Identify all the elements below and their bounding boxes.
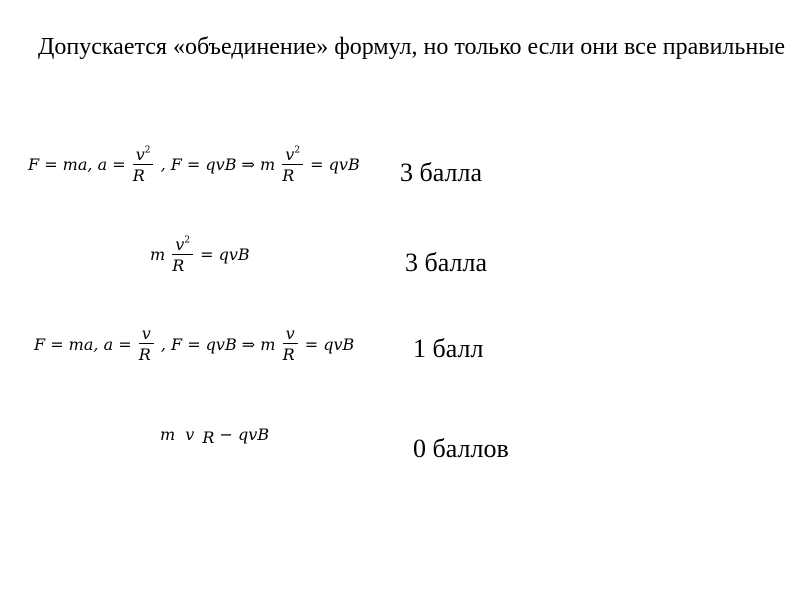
numerator: $v^2$ <box>175 234 191 254</box>
score-4: 0 баллов <box>413 434 509 463</box>
numerator: $v^2$ <box>135 144 151 164</box>
formula-2-part: = qvB <box>200 244 250 264</box>
formula-1-part: , F = qvB ⇒ m <box>160 154 276 174</box>
denominator: R <box>282 345 295 364</box>
numerator: v <box>185 424 195 444</box>
fraction <box>283 326 298 363</box>
fraction <box>282 146 303 184</box>
denominator: R <box>138 345 151 364</box>
formula-1-part: F = ma, a = <box>28 154 126 174</box>
formula-4 <box>160 424 269 446</box>
fraction <box>139 326 154 363</box>
fraction <box>133 146 154 184</box>
score-1: 3 балла <box>400 158 482 187</box>
denominator: R <box>202 428 215 447</box>
numerator: v <box>285 324 295 343</box>
numerator: $v^2$ <box>285 144 301 164</box>
formula-2-part: m <box>150 244 166 264</box>
formula-1 <box>28 146 360 184</box>
denominator: R <box>282 165 295 185</box>
denominator: R <box>132 165 145 185</box>
denominator: R <box>172 255 185 275</box>
formula-3-part: = qvB <box>304 334 355 354</box>
formula-1-part: = qvB <box>310 154 360 174</box>
numerator: v <box>141 324 151 343</box>
formula-3-part: , F = qvB ⇒ m <box>160 334 276 354</box>
formula-3-part: F = ma, a = <box>34 334 132 354</box>
formula-2 <box>150 236 250 274</box>
formula-4-part: m <box>160 425 176 444</box>
formula-4-part: − qvB <box>219 425 270 444</box>
formula-3 <box>34 326 354 363</box>
slide-heading: Допускается «объединение» формул, но только если они все правильные <box>38 34 785 60</box>
score-2: 3 балла <box>405 248 487 277</box>
score-3: 1 балл <box>413 334 484 363</box>
fraction <box>182 424 214 446</box>
fraction <box>172 236 193 274</box>
